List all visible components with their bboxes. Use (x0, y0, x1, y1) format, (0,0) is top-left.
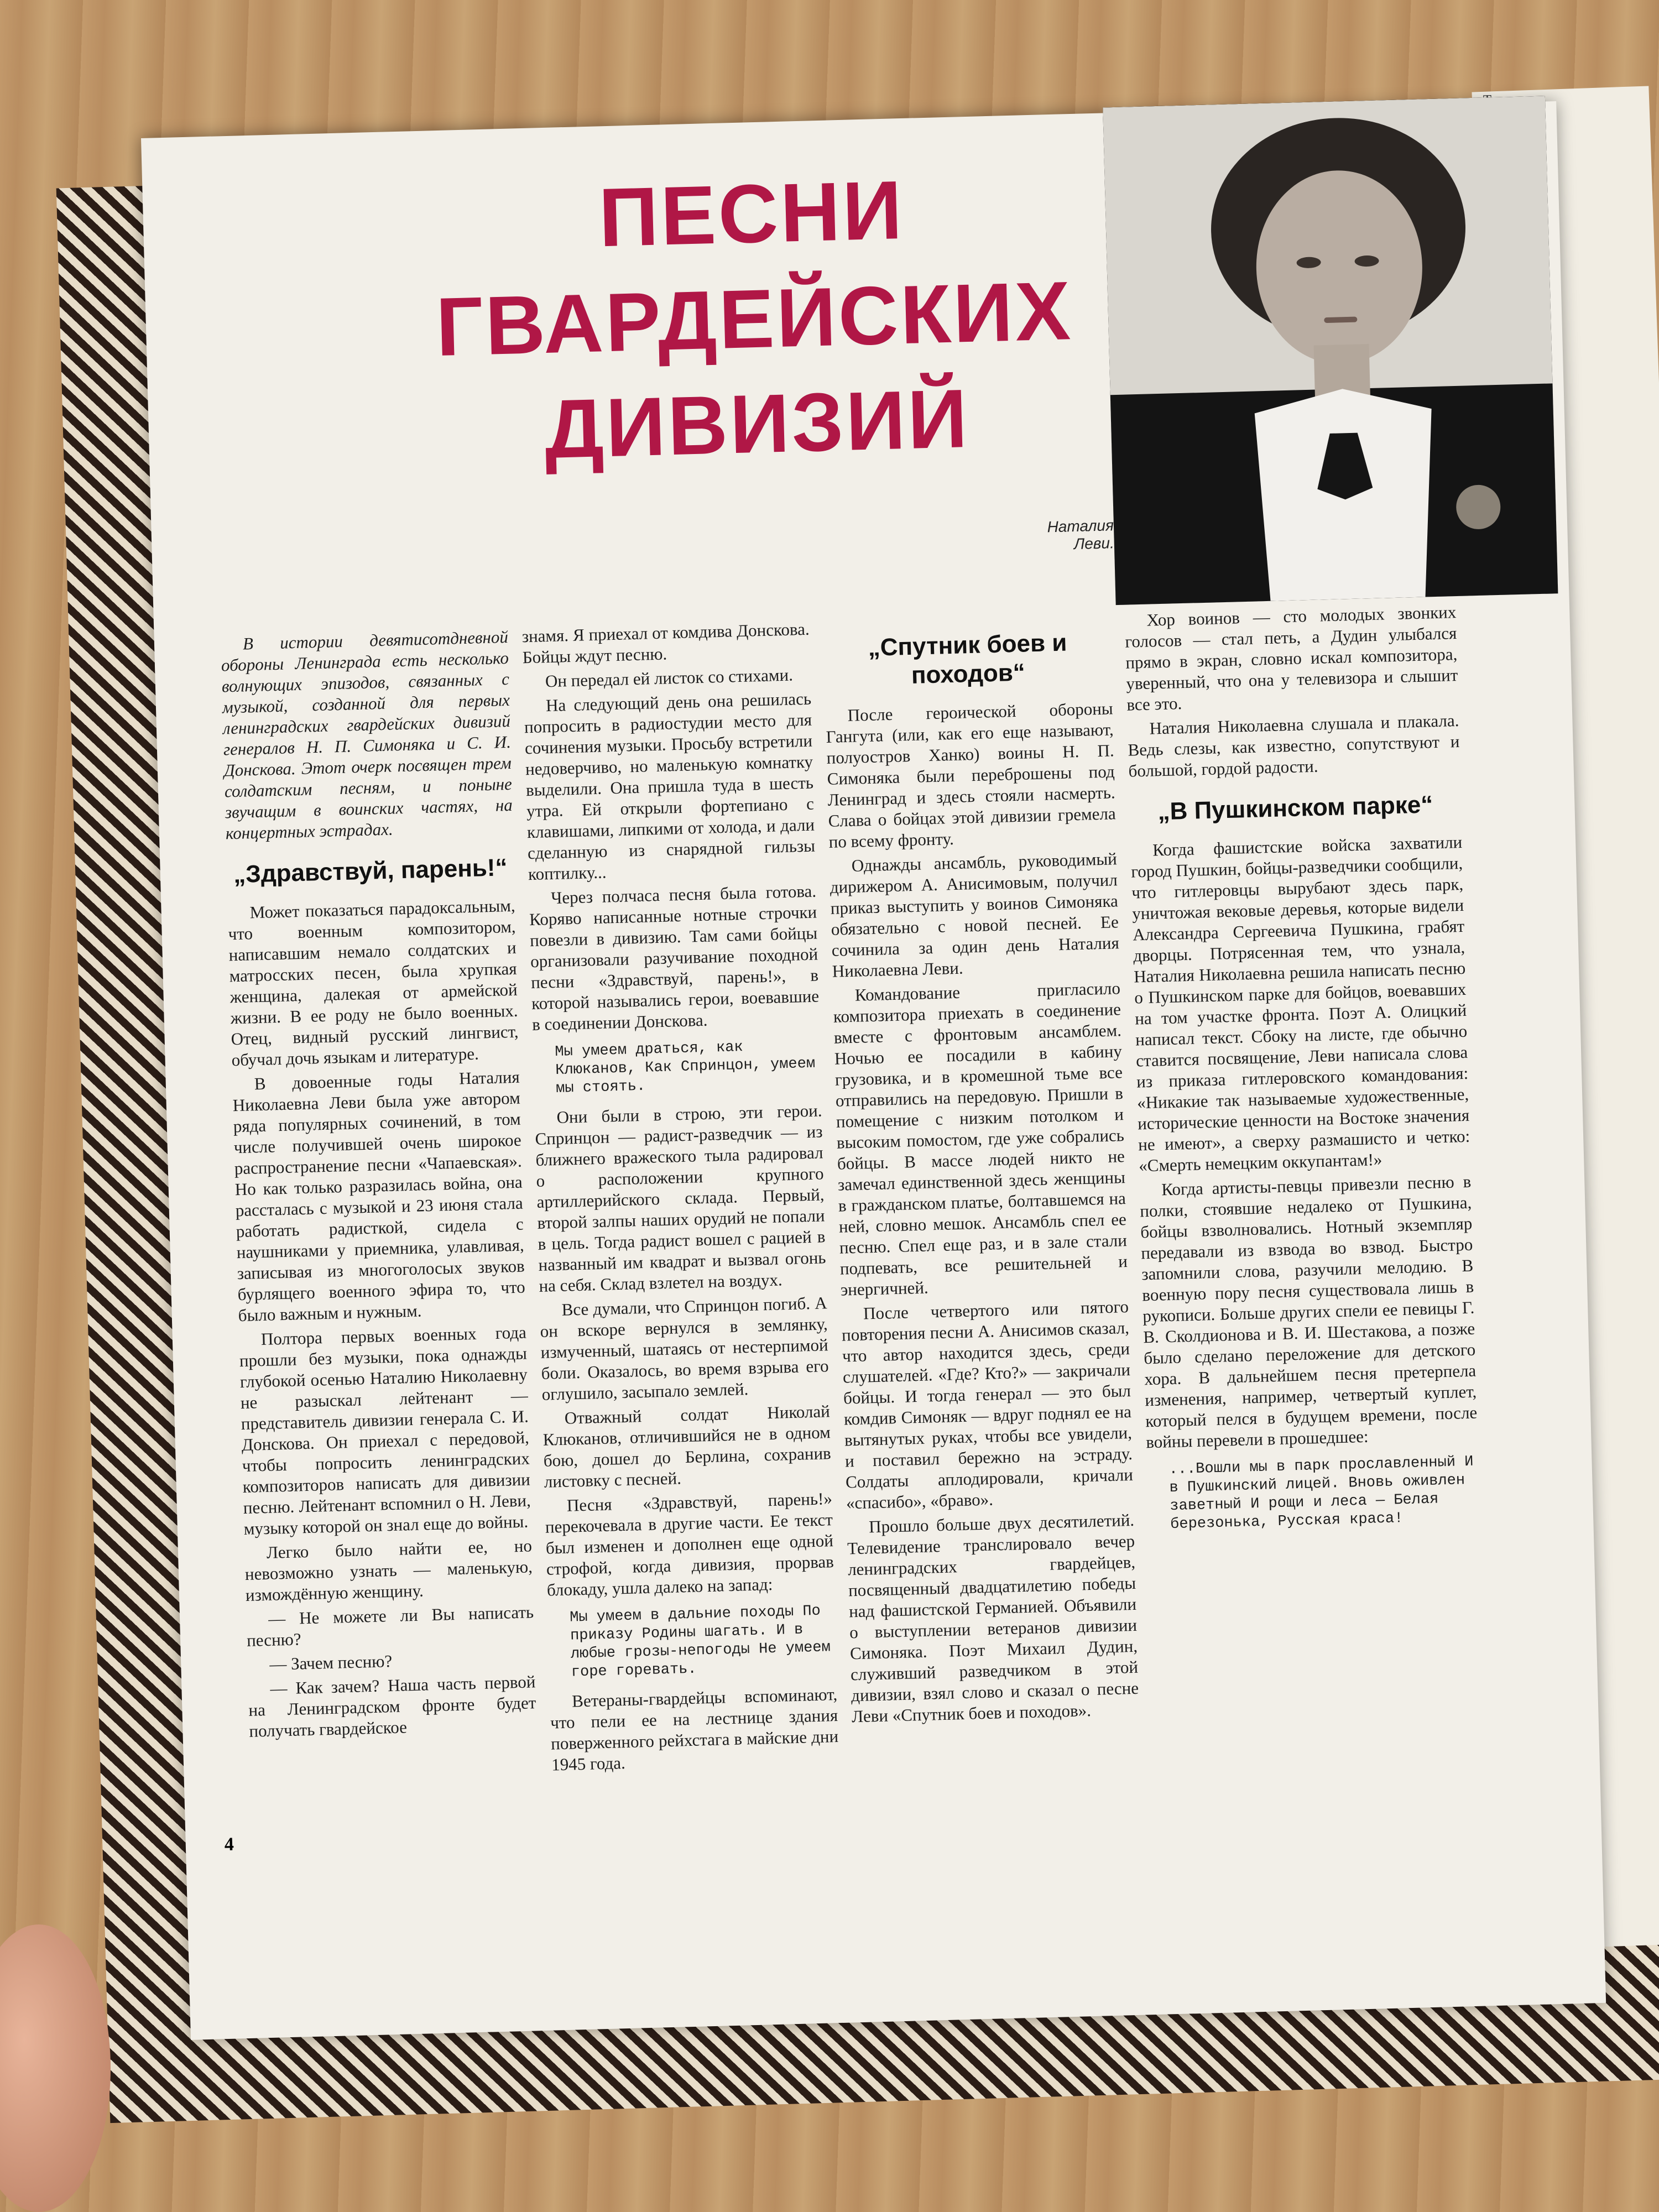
paragraph: Ветераны-гвардейцы вспоминают, что пели ее на лестнице здания поверженного рейхстага в майские дни 1945 года. (550, 1684, 839, 1775)
paragraph: После героической обороны Гангута (или, как его еще называют, полуостров Ханко) воины Н. П. Симоняка были переброшены под Ленинград и здесь стояли насмерть. Слава о бойцах этой дивизии гремела по всему фронту. (826, 698, 1117, 852)
portrait-photo (1103, 96, 1558, 606)
paragraph: Песня «Здравствуй, парень!» перекочевала в другие части. Ее текст был изменен и дополнен еще одной строфой, когда дивизия, прорвав блокаду, ушла далеко на запад: (545, 1489, 834, 1600)
paragraph: Наталия Николаевна слушала и плакала. Ведь слезы, как известно, сопутствуют и большой, гордой радости. (1128, 710, 1460, 781)
paragraph: Хор воинов — сто молодых звонких голосов — стал петь, а Дудин улыбался прямо в экран, словно искал композитора, уверенный, что она у телевизора и слышит все это. (1124, 602, 1458, 714)
song-verse: ...Вошли мы в парк прославленный И в Пушкинский лицей. Вновь оживлен заветный И рощи и леса — Белая березонька, Русская краса! (1168, 1453, 1474, 1533)
article-title: ПЕСНИ ГВАРДЕЙСКИХ ДИВИЗИЙ (435, 163, 1074, 476)
page-number: 4 (224, 1834, 234, 1855)
paragraph: Может показаться парадоксальным, что военным композитором, написавшим немало солдатских и матросских песен, была хрупкая женщина, далекая от армейской жизни. В ее роду не было военных. Отец, видный русский лингвист, обучал дочь языкам и литературе. (228, 895, 519, 1070)
text-column-1 (221, 627, 537, 1745)
photo-caption: Наталия Леви. (1047, 517, 1115, 553)
paragraph: Легко было найти ее, но невозможно узнать — маленькую, измождённую женщину. (244, 1536, 533, 1605)
paragraph: На следующий день она решилась попросить в радиостудии место для сочинения музыки. Просьбу встретили недоверчиво, но маленькую комнатку выделили. Она пришла туда в шесть утра. Ей открыли фортепиано с клавишами, липкими от холода, и дали сделанную из снарядной гильзы коптилку... (524, 688, 816, 884)
paragraph: Командование пригласило композитора приехать в соединение вместе с фронтовым ансамблем. Ночью ее посадили в кабину грузовика, и в кромешной тьме все отправились на передовую. Пришли в помещение с низким потолком и высоким помостом, где уже собрались бойцы. В массе людей никто не замечал единственной здесь женщины в гражданском платье, болтавшемся на ней, словно мешок. Ансамбль спел ее песню. Спел еще раз, и в зале стали подпевать, все решительней и энергичней. (833, 978, 1128, 1300)
paragraph: После четвертого или пятого повторения песни А. Анисимов сказал, что автор находится здесь, среди слушателей. «Где? Кто?» — закричали бойцы. И тогда генерал — это был комдив Симоняк — вдруг поднял ее на вытянутых руках, чтобы все увидели, и поставил бережно на эстраду. Солдаты аплодировали, кричали «спасибо», «браво». (841, 1296, 1134, 1513)
paragraph: — Зачем песню? (269, 1651, 393, 1674)
paragraph: Отважный солдат Николай Клюканов, отличившийся не в одном бою, дошел до Берлина, сохранив листовку с песней. (542, 1401, 832, 1491)
text-column-3 (823, 611, 1139, 1730)
portrait-image (1103, 96, 1558, 606)
paragraph: Прошло больше двух десятилетий. Телевидение транслировало вечер ленинградских гвардейцев, посвященный двадцатилетию победы над фашистской Германией. Объявили о выступлении ветеранов дивизии Симоняка. Поэт Михаил Дудин, служивший разведчиком в этой дивизии, взял слово и сказал о песне Леви «Спутник боев и походов». (847, 1510, 1139, 1726)
paragraph: — Не можете ли Вы написать песню? (246, 1602, 534, 1650)
section-heading-pushkin-park: „В Пушкинском парке“ (1157, 791, 1433, 826)
paragraph: Полтора первых военных года прошли без музыки, пока однажды глубокой осенью Наталию Николаевну не разыскал лейтенант — представитель дивизии генерала С. И. Донскова. Он приехал с передовой, чтобы попросить ленинградских композиторов написать для дивизии песню. Лейтенант вспомнил о Н. Леви, музыку которой он знал еще до войны. (239, 1322, 531, 1538)
paragraph: Они были в строю, эти герои. Спринцон — радист-разведчик — из ближнего вражеского тыла радировал о расположении крупного артиллерийского склада. Первый, второй залпы наших орудий не попали в цель. Тогда радист вошел с рацией в названный им квадрат и вызвал огонь на себя. Склад взлетел на воздух. (535, 1100, 826, 1296)
text-column-2 (521, 619, 839, 1779)
paragraph: Через полчаса песня была готова. Коряво написанные нотные строчки повезли в дивизию. Там сами бойцы организовали разучивание походной песни «Здравствуй, парень!», в которой назывались герои, воевавшие в соединении Донскова. (529, 881, 820, 1035)
paragraph: Однажды ансамбль, руководимый дирижером А. Анисимовым, получил приказ выступить у воинов Симоняка обязательно с новой песней. Ее сочинила за один день Наталия Николаевна Леви. (830, 849, 1120, 981)
paragraph: В довоенные годы Наталия Николаевна Леви была уже автором ряда популярных сочинений, в том числе получившей очень широкое распространение песни «Чапаевская». Но как только разразилась война, она рассталась с музыкой и 23 июня стала работать радисткой, сидела с наушниками у приемника, улавливая, записывая из многоголосых звуков бурлящего военного эфира то, что было важным и нужным. (232, 1067, 526, 1326)
text-column-4 (1124, 602, 1480, 1543)
paragraph: знамя. Я приехал от комдива Донскова. Бойцы ждут песню. (521, 619, 810, 667)
paragraph: Он передал ей листок со стихами. (545, 665, 794, 691)
intro-paragraph: В истории девятисотдневной обороны Ленинграда есть несколько волнующих эпизодов, связанных с музыкой, созданной для первых ленинградских гвардейских дивизий генералов Н. П. Симоняка и С. И. Донскова. Этот очерк посвящен трем солдатским песням, и поныне звучащим в воинских частях, на концертных эстрадах. (221, 627, 513, 843)
song-verse: Мы умеем драться, как Клюканов, Как Спринцон, умеем мы стоять. (555, 1039, 816, 1097)
section-heading-sputnik: „Спутник боев и походов“ (868, 629, 1067, 689)
paragraph: Когда артисты-певцы привезли песню в полки, стоявшие недалеко от Пушкина, бойцы взволновались. Нотный экземпляр передавали из взвода во взвод. Быстро запомнили слова, разучили мелодию. В военную пору песня существовала лишь в рукописи. Больше других спели ее певицы Г. В. Сколдионова и В. И. Шестакова, а позже было сделано переложение для детского хора. В дальнейшем песня претерпела изменения, например, четвертый куплет, который пелся в будущем времени, после войны перевели в прошедшее: (1139, 1171, 1478, 1452)
paragraph: — Как зачем? Наша часть первой на Ленинградском фронте будет получать гвардейское (248, 1672, 536, 1741)
paragraph: Когда фашистские войска захватили город Пушкин, бойцы-разведчики сообщили, что гитлеровцы вырубают здесь парк, уничтожая вековые деревья, которые видели Александра Сергеевича Пушкина, грабят дворцы. Потрясенная тем, что узнала, Наталия Николаевна решила написать песню о Пушкинском парке для бойцов, воевавших на том участке фронта. Поэт А. Олицкий написал текст. Сбоку на листе, где обычно ставится посвящение, Леви написала слова из приказа гитлеровского командования: «Никакие так называемые художественные, исторические ценности на Востоке значения не имеют», а сверху размашисто и четко: «Смерть немецким оккупантам!» (1130, 832, 1470, 1176)
magazine-page (141, 101, 1606, 2040)
paragraph: Все думали, что Спринцон погиб. А он вскоре вернулся в землянку, измученный, шатаясь от нестерпимой боли. Оказалось, во время взрыва его оглушило, засыпало землей. (540, 1293, 829, 1404)
song-verse: Мы умеем в дальние походы По приказу Родины шагать. И в любые грозы-непогоды Не умеем горе горевать. (569, 1603, 831, 1681)
section-heading-zdravstvuy: „Здравствуй, парень!“ (233, 854, 508, 889)
